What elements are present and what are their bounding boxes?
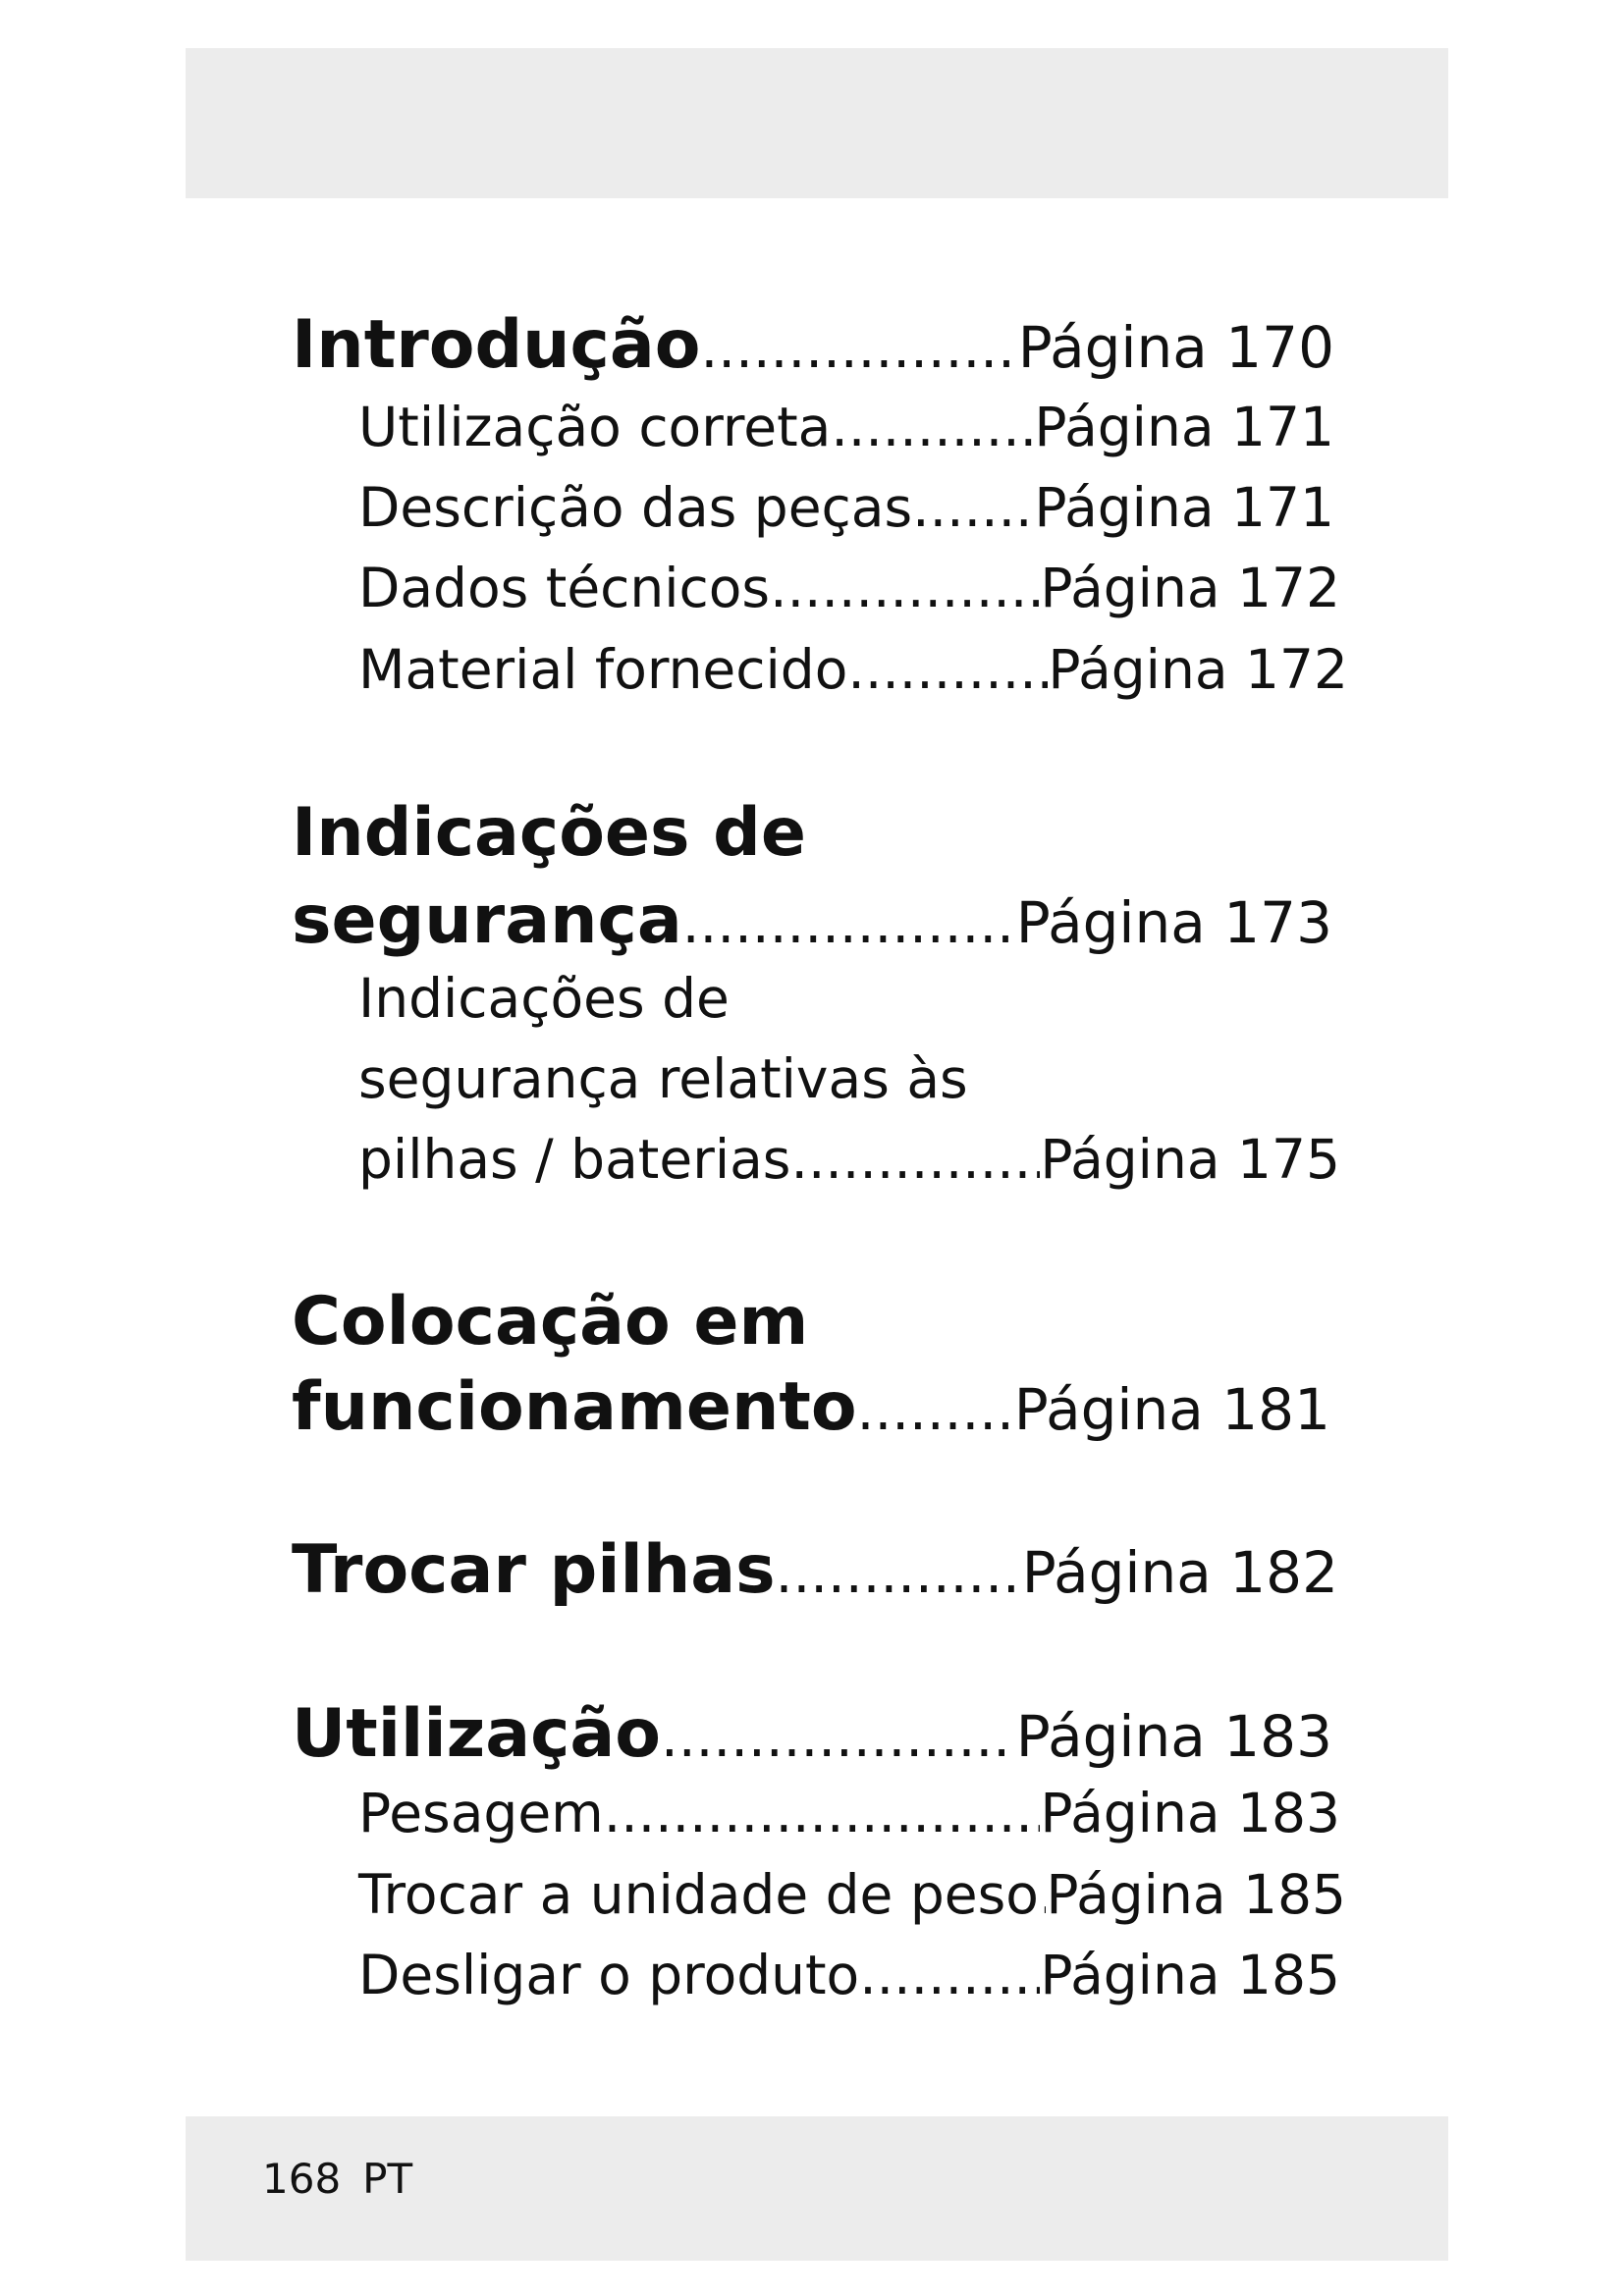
dot-leader [661,1711,1016,1766]
dot-leader [604,1787,1041,1841]
toc-page-ref: Página 175 [1040,1128,1340,1191]
toc-subentry-line: segurança relativas às [358,1047,968,1110]
toc-heading: Introdução [292,306,701,384]
dot-leader [770,561,1040,615]
toc-page-ref: Página 172 [1040,557,1340,619]
toc-heading-line: Colocação em [292,1283,809,1361]
toc-page-ref: Página 181 [1013,1376,1330,1443]
toc-subentry[interactable] [358,1863,1346,1926]
toc-subentry[interactable] [358,396,1334,458]
toc-subentry-title: Utilização correta [358,396,832,458]
dot-leader [857,1384,1014,1439]
toc-subentry-title: Trocar a unidade de peso [358,1863,1039,1926]
toc-page-ref: Página 182 [1021,1539,1338,1606]
toc-heading: funcionamento [292,1368,857,1446]
toc-subentry-title: Pesagem [358,1782,604,1844]
header-band [186,48,1448,198]
dot-leader [776,1547,1022,1602]
toc-subentry[interactable] [358,1944,1340,2006]
dot-leader [847,643,1048,697]
toc-entry-trocar-pilhas[interactable] [292,1531,1338,1609]
dot-leader [912,481,1034,535]
toc-page-ref: Página 172 [1048,638,1348,701]
toc-subentry[interactable] [358,476,1334,539]
toc-subentry[interactable] [358,638,1348,701]
toc-subentry-title: Dados técnicos [358,557,771,619]
toc-subentry-line: Indicações de [358,967,730,1030]
toc-entry-introducao[interactable] [292,306,1334,384]
toc-subentry-title: Descrição das peças [358,476,913,539]
toc-heading: segurança [292,881,682,959]
toc-subentry-title: pilhas / baterias [358,1128,791,1191]
toc-heading-line: Indicações de [292,794,806,872]
toc-entry-funcionamento[interactable] [292,1368,1330,1446]
dot-leader [831,400,1034,454]
language-code: PT [362,2155,413,2203]
toc-subentry[interactable] [358,1782,1340,1844]
toc-subentry[interactable] [358,1128,1340,1191]
toc-page-ref: Página 185 [1040,1944,1340,2006]
toc-heading: Utilização [292,1695,662,1773]
toc-subentry-title: Material fornecido [358,638,848,701]
toc-heading: Trocar pilhas [292,1531,776,1609]
toc-page-ref: Página 185 [1046,1863,1346,1926]
page-footer [262,2155,413,2203]
toc-page-ref: Página 171 [1034,476,1334,539]
dot-leader [790,1133,1040,1187]
toc-page-ref: Página 171 [1034,396,1334,458]
toc-entry-utilizacao[interactable] [292,1695,1332,1773]
toc-page-ref: Página 183 [1015,1703,1332,1770]
toc-subentry[interactable] [358,557,1340,619]
dot-leader [700,322,1017,377]
toc-subentry-title: Desligar o produto [358,1944,860,2006]
page-number: 168 [262,2155,342,2203]
dot-leader [1039,1868,1046,1922]
toc-page-ref: Página 183 [1040,1782,1340,1844]
dot-leader [682,897,1016,952]
toc-page-ref: Página 170 [1017,314,1334,381]
dot-leader [859,1949,1040,2002]
toc-page-ref: Página 173 [1015,889,1332,956]
toc-entry-seguranca[interactable] [292,881,1332,959]
